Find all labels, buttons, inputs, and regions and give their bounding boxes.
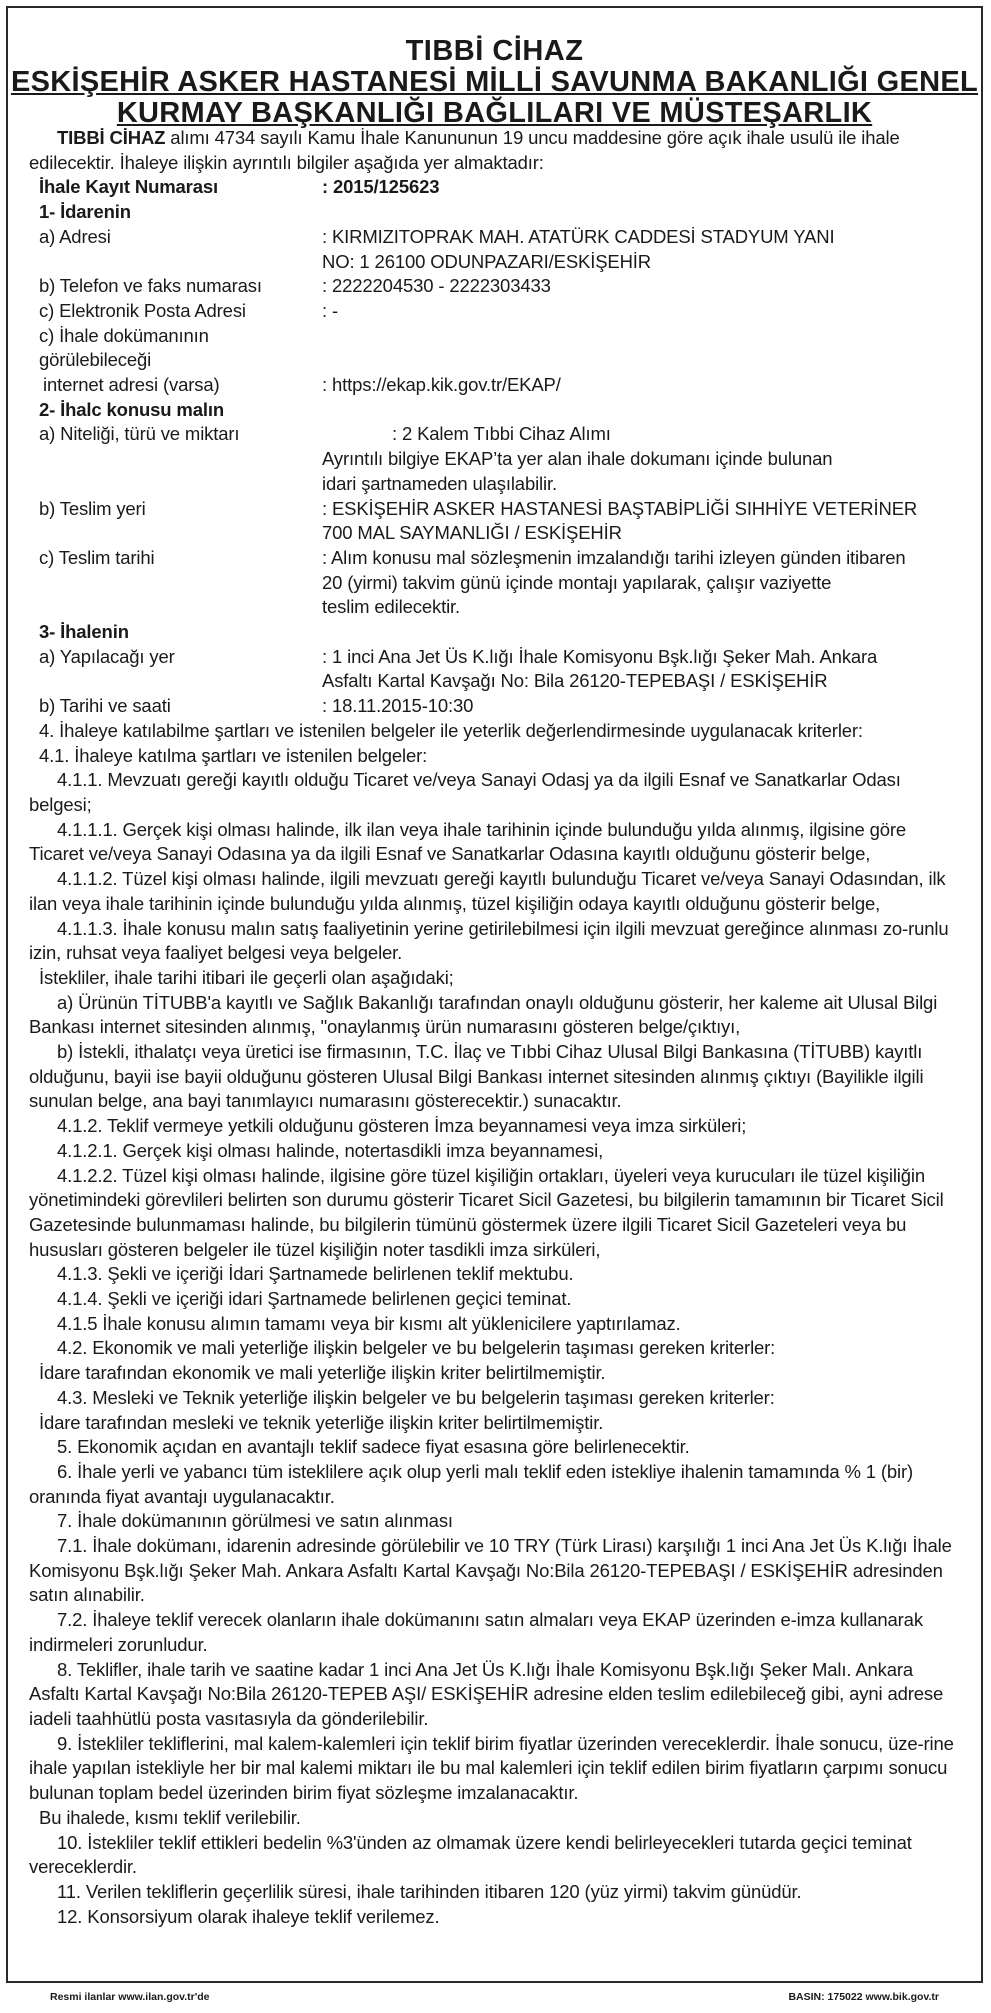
paragraph: 4.1.1. Mevzuatı gereği kayıtlı olduğu Ticaret ve/veya Sanayi Odasj ya da ilgili Esnaf ve Sanatkarlar Odası belgesi; xyxy=(29,769,901,815)
paragraph: 4.1.5 İhale konusu alımın tamamı veya bir kısmı alt yüklenicilere yaptırılamaz. xyxy=(57,1312,681,1334)
idare-heading: 1- İdarenin xyxy=(39,201,131,223)
adres-value-1: : KIRMIZITOPRAK MAH. ATATÜRK CADDESİ STADYUM YANI xyxy=(322,225,835,247)
teslim-tarihi-label: c) Teslim tarihi xyxy=(39,546,155,568)
criteria-paragraphs xyxy=(29,719,961,1929)
kayit-value: : 2015/125623 xyxy=(322,176,440,198)
paragraph: İdare tarafından ekonomik ve mali yeterliğe ilişkin kriter belirtilmemiştir. xyxy=(39,1362,606,1384)
internet-value[interactable]: : https://ekap.kik.gov.tr/EKAP/ xyxy=(322,374,561,396)
eposta-value: : - xyxy=(322,299,338,321)
paragraph: 4.3. Mesleki ve Teknik yeterliğe ilişkin belgeler ve bu belgelerin taşıması gereken kriterler: xyxy=(57,1386,775,1408)
tarih-label: b) Tarihi ve saati xyxy=(39,695,171,717)
internet-label-2: internet adresi (varsa) xyxy=(43,374,220,396)
paragraph: İstekliler, ihale tarihi itibari ile geçerli olan aşağıdaki; xyxy=(39,966,454,988)
tel-row xyxy=(29,274,961,299)
institution-line-1: ESKİŞEHİR ASKER HASTANESİ MİLLİ SAVUNMA BAKANLIĞI GENEL xyxy=(10,66,979,98)
institution-line-2: KURMAY BAŞKANLIĞI BAĞLILARI VE MÜSTEŞARLIK xyxy=(116,97,873,129)
nitelik-label: a) Niteliği, türü ve miktarı xyxy=(39,423,240,445)
yer-label: a) Yapılacağı yer xyxy=(39,645,175,667)
teslim-tarihi-row xyxy=(29,546,961,571)
tarih-value: : 18.11.2015-10:30 xyxy=(322,695,474,717)
footer-left: Resmi ilanlar www.ilan.gov.tr'de xyxy=(50,1991,210,2003)
paragraph: 7. İhale dokümanının görülmesi ve satın alınması xyxy=(57,1510,453,1532)
tel-value: : 2222204530 - 2222303433 xyxy=(322,275,551,297)
intro-bold: TIBBİ CİHAZ xyxy=(57,127,166,148)
yer-value-2: Asfaltı Kartal Kavşağı No: Bila 26120-TEPEBAŞI / ESKİŞEHİR xyxy=(322,670,828,692)
intro-paragraph xyxy=(29,126,961,175)
teslim-yeri-value-1: : ESKİŞEHİR ASKER HASTANESİ BAŞTABİPLİĞİ SIHHİYE VETERİNER xyxy=(322,497,918,519)
internet-label-1: c) İhale dokümanının görülebileceği xyxy=(39,324,209,371)
paragraph: 7.2. İhaleye teklif verecek olanların ihale dokümanını satın almaları veya EKAP üzerinden e-imza kullanarak indirmeleri zorunludur. xyxy=(29,1609,923,1655)
paragraph: 4.1.1.3. İhale konusu malın satış faaliyetinin yerine getirilebilmesi için ilgili mevzuat gereğince alınması zo-runlu izin, ruhsat veya faaliyet belgesi veya belgeler. xyxy=(29,917,949,964)
yer-row xyxy=(29,645,961,670)
kayit-row xyxy=(29,175,961,200)
paragraph: 4.1.4. Şekli ve içeriği idari Şartnamede belirlenen geçici teminat. xyxy=(57,1288,572,1310)
paragraph: 4.2. Ekonomik ve mali yeterliğe ilişkin belgeler ve bu belgelerin taşıması gereken kriterler: xyxy=(57,1337,776,1359)
notice-title: TIBBİ CİHAZ xyxy=(405,35,584,67)
internet-label-row xyxy=(29,324,961,373)
teslim-tarihi-value-1: : Alım konusu mal sözleşmenin imzalandığı tarihi izleyen günden itibaren xyxy=(322,546,906,568)
paragraph: 4.1.1.1. Gerçek kişi olması halinde, ilk ilan veya ihale tarihinin içinde bulunduğu yılda alınmış, ilgisine göre Ticaret ve/veya Sanayi Odasına ya da ilgili Esnaf ve Sanatkarlar Odasına kayıtlı olduğunu gösterir belge, xyxy=(29,818,907,865)
paragraph: 5. Ekonomik açıdan en avantajlı teklif sadece fiyat esasına göre belirlenecektir. xyxy=(57,1436,690,1458)
intro-text: alımı 4734 sayılı Kamu İhale Kanununun 19 uncu maddesine göre açık ihale usulü ile ihale edilecektir. İhaleye ilişkin ayrıntılı bilgiler aşağıda yer almaktadır: xyxy=(29,127,900,173)
paragraph: 4. İhaleye katılabilme şartları ve istenilen belgeler ile yeterlik değerlendirmesinde uygulanacak kriterler: xyxy=(39,719,863,741)
paragraph: 4.1.2. Teklif vermeye yetkili olduğunu gösteren İmza beyannamesi veya imza sirküleri; xyxy=(57,1115,747,1137)
paragraph: 4.1.2.2. Tüzel kişi olması halinde, ilgisine göre tüzel kişiliğin ortakları, üyeleri veya kurucuları ile tüzel kişiliğin yönetimindeki görevlileri belirten son durumu gösterir Ticaret Sicil Gazetesi, bu bilgilerin tamamının bir Ticaret Sicil Gazetesinde bulunmaması halinde, bu bilgilerin tümünü göstermek üzere ilgili Ticaret Sicil Gazeteleri veya bu hususları gösteren belgeler ile tüzel kişiliğin noter tasdikli imza sirküleri, xyxy=(29,1164,944,1260)
mal-heading: 2- İhalc konusu malın xyxy=(39,398,224,420)
paragraph: Bu ihalede, kısmı teklif verilebilir. xyxy=(39,1806,301,1828)
eposta-row xyxy=(29,299,961,324)
adres-label: a) Adresi xyxy=(39,225,111,247)
paragraph: 4.1. İhaleye katılma şartları ve istenilen belgeler: xyxy=(39,744,428,766)
tarih-row xyxy=(29,694,961,719)
paragraph: 9. İstekliler tekliflerini, mal kalem-kalemleri için teklif birim fiyatlar üzerinden vereceklerdir. İhale sonucu, üze-rine ihale yapılan istekliyle her bir mal kalemi miktarı ile bu mal kalemleri için teklif edilen birim fiyatların çarpımı sonucu bulunan toplam bedel üzerinden birim fiyat sözleşme imzalanacaktır. xyxy=(29,1732,954,1804)
paragraph: 12. Konsorsiyum olarak ihaleye teklif verilemez. xyxy=(57,1905,440,1927)
internet-row xyxy=(29,373,961,398)
paragraph: 4.1.1.2. Tüzel kişi olması halinde, ilgili mevzuatı gereği kayıtlı bulunduğu Ticaret ve/veya Sanayi Odasından, ilk ilan veya ihale tarihinin içinde bulunduğu yılda alınmış, tüzel kişiliğin odaya kayıtlı olduğunu gösterir belge, xyxy=(29,868,946,914)
teslim-tarihi-value-3: teslim edilecektir. xyxy=(322,596,461,618)
nitelik-value: : 2 Kalem Tıbbi Cihaz Alımı xyxy=(392,423,611,445)
notice-body xyxy=(29,126,961,1929)
footer-right: BASIN: 175022 www.bik.gov.tr xyxy=(788,1991,939,2003)
teslim-yeri-value-2: 700 MAL SAYMANLIĞI / ESKİŞEHİR xyxy=(322,522,622,544)
paragraph: a) Ürünün TİTUBB'a kayıtlı ve Sağlık Bakanlığı tarafından onaylı olduğunu gösterir, her kaleme ait Ulusal Bilgi Bankası internet sitesinden alınmış, "onaylanmış ürün numarasını gösteren belge/çıktıyı, xyxy=(29,991,938,1038)
nitelik-sub-1: Ayrıntılı bilgiye EKAP’ta yer alan ihale dokumanı içinde bulunan xyxy=(322,448,833,470)
paragraph: 8. Teklifler, ihale tarih ve saatine kadar 1 inci Ana Jet Üs K.lığı İhale Komisyonu Bşk.lığı Şeker Malı. Ankara Asfaltı Kartal Kavşağı No:Bila 26120-TEPEB AŞI/ ESKİŞEHİR adresine elden teslim edilebileceğ gibi, ayni adrese iadeli taahhütlü posta vasıtasıyla da gönderilebilir. xyxy=(29,1658,944,1729)
notice-header xyxy=(8,36,981,129)
eposta-label: c) Elektronik Posta Adresi xyxy=(39,299,246,321)
teslim-yeri-label: b) Teslim yeri xyxy=(39,497,146,519)
paragraph: 7.1. İhale dokümanı, idarenin adresinde görülebilir ve 10 TRY (Türk Lirası) karşılığı 1 inci Ana Jet Üs K.lığı İhale Komisyonu Bşk.lığı Şeker Mah. Ankara Asfaltı Kartal Kavşağı No:Bila 26120-TEPEBAŞI / ESKİŞEHİR adresinden satın alınabilir. xyxy=(29,1535,952,1606)
teslim-tarihi-value-2: 20 (yirmi) takvim günü içinde montajı yapılarak, çalışır vaziyette xyxy=(322,571,832,593)
paragraph: 6. İhale yerli ve yabancı tüm isteklilere açık olup yerli malı teklif eden istekliye ihalenin tamamında % 1 (bir) oranında fiyat avantajı uygulanacaktır. xyxy=(29,1460,914,1507)
ihale-heading: 3- İhalenin xyxy=(39,621,129,643)
paragraph: 4.1.3. Şekli ve içeriği İdari Şartnamede belirlenen teklif mektubu. xyxy=(57,1263,574,1285)
teslim-yeri-row xyxy=(29,497,961,522)
kayit-label: İhale Kayıt Numarası xyxy=(39,176,218,198)
nitelik-row xyxy=(29,422,961,447)
paragraph: 11. Verilen tekliflerin geçerlilik süresi, ihale tarihinden itibaren 120 (yüz yirmi) takvim günüdür. xyxy=(57,1880,802,1902)
paragraph: b) İstekli, ithalatçı veya üretici ise firmasının, T.C. İlaç ve Tıbbi Cihaz Ulusal Bilgi Bankasına (TİTUBB) kayıtlı olduğunu, bayii ise bayii olduğunu gösteren Ulusal Bilgi Bankası internet sitesinden alınmış çıktıyı (Bayilikle ilgili sunulan belge, ana bayi tanımlayıcı numarasını gösterecektir.) sunacaktır. xyxy=(29,1041,924,1112)
nitelik-sub-2: idari şartnameden ulaşılabilir. xyxy=(322,472,557,494)
yer-value-1: : 1 inci Ana Jet Üs K.lığı İhale Komisyonu Bşk.lığı Şeker Mah. Ankara xyxy=(322,645,878,667)
adres-value-2: NO: 1 26100 ODUNPAZARI/ESKİŞEHİR xyxy=(322,250,651,272)
adres-row xyxy=(29,225,961,250)
paragraph: 10. İstekliler teklif ettikleri bedelin %3'ünden az olmamak üzere kendi belirleyecekleri tutarda geçici teminat vereceklerdir. xyxy=(29,1831,912,1878)
notice-footer xyxy=(6,1991,983,2011)
tel-label: b) Telefon ve faks numarası xyxy=(39,275,262,297)
paragraph: İdare tarafından mesleki ve teknik yeterliğe ilişkin kriter belirtilmemiştir. xyxy=(39,1411,604,1433)
paragraph: 4.1.2.1. Gerçek kişi olması halinde, notertasdikli imza beyannamesi, xyxy=(57,1139,604,1161)
